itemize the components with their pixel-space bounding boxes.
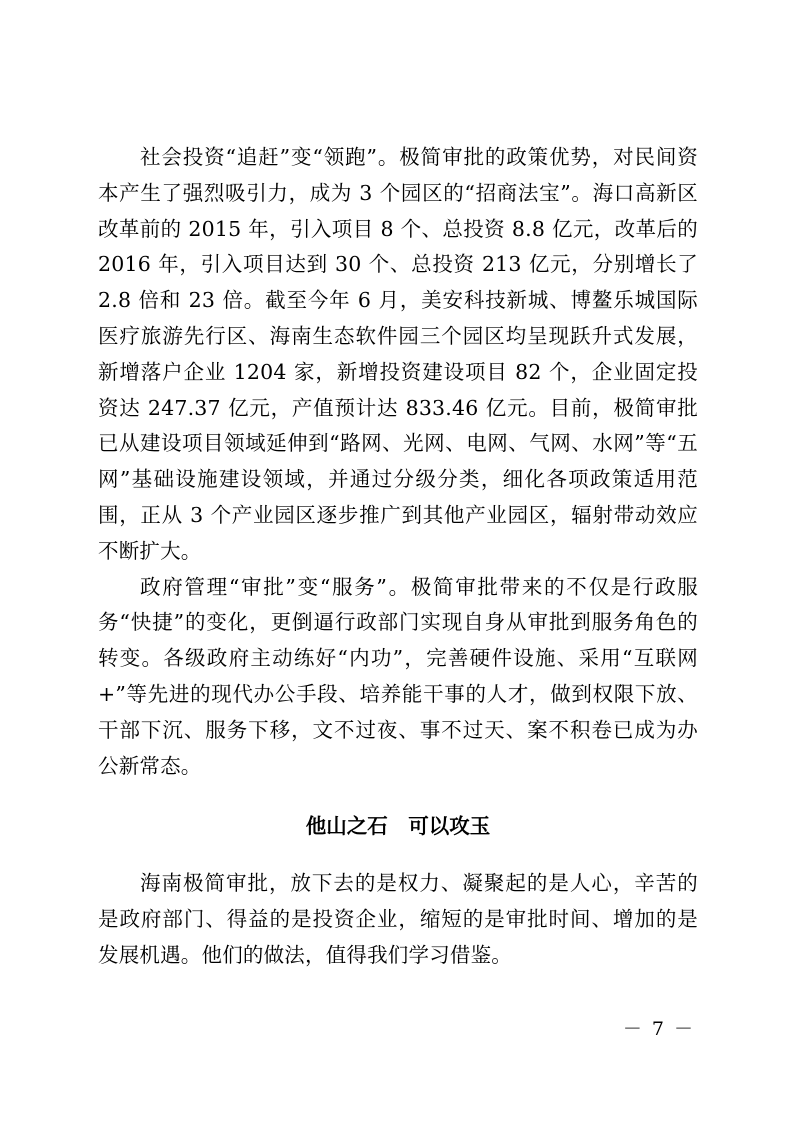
- paragraph-government-management: 政府管理“审批”变“服务”。极简审批带来的不仅是行政服务“快捷”的变化，更倒逼行政部门实现自身从审批到服务角色的转变。各级政府主动练好“内功”，完善硬件设施、采用“互联网+”等先进的现代办公手段、培养能干事的人才，做到权限下放、干部下沉、服务下移，文不过夜、事不过天、案不积卷已成为办公新常态。: [98, 574, 698, 778]
- paragraph-closing: 海南极简审批，放下去的是权力、凝聚起的是人心，辛苦的是政府部门、得益的是投资企业，缩短的是审批时间、增加的是发展机遇。他们的做法，值得我们学习借鉴。: [98, 871, 698, 967]
- paragraph-social-investment: 社会投资“追赶”变“领跑”。极简审批的政策优势，对民间资本产生了强烈吸引力，成为 3 个园区的“招商法宝”。海口高新区改革前的 2015 年，引入项目 8 个、总投资 8.8 亿元，改革后的 2016 年，引入项目达到 30 个、总投资 213 亿元，分别增长了 2.8 倍和 23 倍。截至今年 6 月，美安科技新城、博鳌乐城国际医疗旅游先行区、海南生态软件园三个园区均呈现跃升式发展，新增落户企业 1204 家，新增投资建设项目 82 个，企业固定投资达 247.37 亿元，产值预计达 833.46 亿元。目前，极简审批已从建设项目领域延伸到“路网、光网、电网、气网、水网”等“五网”基础设施建设领域，并通过分级分类，细化各项政策适用范围，正从 3 个产业园区逐步推广到其他产业园区，辐射带动效应不断扩大。: [98, 145, 698, 563]
- section-heading: 他山之石 可以攻玉: [305, 814, 491, 839]
- page-number: － 7 －: [622, 1018, 695, 1040]
- document-body: [98, 140, 698, 974]
